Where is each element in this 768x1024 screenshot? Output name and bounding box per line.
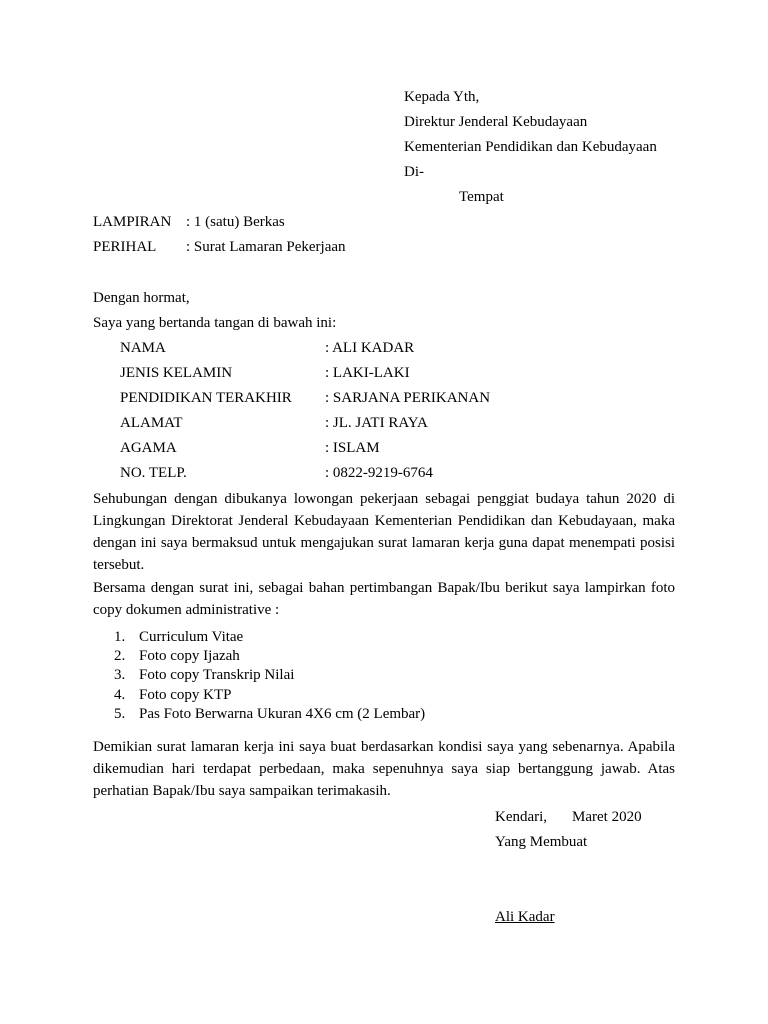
greeting: Dengan hormat, — [93, 290, 190, 306]
signature-place: Kendari, — [495, 809, 548, 825]
identity-label: ALAMAT — [120, 415, 183, 431]
list-text: Foto copy Transkrip Nilai — [139, 667, 295, 684]
list-number: 4. — [114, 686, 126, 703]
signature-role: Yang Membuat — [495, 834, 588, 850]
identity-label: AGAMA — [120, 440, 177, 456]
recipient-greeting: Kepada Yth, — [404, 89, 480, 105]
list-text: Pas Foto Berwarna Ukuran 4X6 cm (2 Lembar) — [139, 705, 426, 722]
closing-paragraph: Demikian surat lamaran kerja ini saya buat berdasarkan kondisi saya yang sebenarnya. Apabila dikemudian hari terdapat perbedaan, maka sepenuhnya saya siap bertanggung jawab. Atas perhatian Bapak/Ibu saya sampaikan terimakasih. — [93, 739, 675, 799]
body-paragraph-2: Bersama dengan surat ini, sebagai bahan pertimbangan Bapak/Ibu berikut saya lampirkan foto copy dokumen administrative : — [93, 580, 675, 618]
list-number: 5. — [114, 705, 126, 722]
identity-label: NO. TELP. — [120, 465, 187, 481]
perihal-value: : Surat Lamaran Pekerjaan — [186, 239, 346, 255]
list-item — [114, 647, 425, 666]
attachment-list — [114, 628, 425, 724]
list-item — [114, 705, 425, 724]
list-item — [114, 666, 425, 685]
list-item — [114, 686, 425, 705]
list-text: Foto copy KTP — [139, 686, 232, 703]
recipient-di: Di- — [404, 164, 424, 180]
identity-value: : LAKI-LAKI — [325, 365, 410, 381]
list-number: 2. — [114, 648, 126, 665]
list-text: Foto copy Ijazah — [139, 648, 240, 665]
identity-value: : ISLAM — [325, 440, 380, 456]
identity-value: : 0822-9219-6764 — [325, 465, 433, 481]
list-item — [114, 628, 425, 647]
identity-value: : SARJANA PERIKANAN — [325, 390, 491, 406]
lampiran-label: LAMPIRAN — [93, 214, 172, 230]
recipient-ministry: Kementerian Pendidikan dan Kebudayaan — [404, 139, 657, 155]
identity-label: NAMA — [120, 340, 166, 356]
recipient-place: Tempat — [459, 189, 504, 205]
recipient-title: Direktur Jenderal Kebudayaan — [404, 114, 588, 130]
signature-date: Maret 2020 — [572, 809, 642, 825]
identity-label: PENDIDIKAN TERAKHIR — [120, 390, 292, 406]
list-number: 3. — [114, 667, 126, 684]
signature-name: Ali Kadar — [495, 909, 555, 925]
perihal-label: PERIHAL — [93, 239, 157, 255]
identity-value: : JL. JATI RAYA — [325, 415, 428, 431]
lampiran-value: : 1 (satu) Berkas — [186, 214, 285, 230]
list-text: Curriculum Vitae — [139, 629, 244, 645]
list-number: 1. — [114, 629, 126, 645]
identity-label: JENIS KELAMIN — [120, 365, 233, 381]
intro-text: Saya yang bertanda tangan di bawah ini: — [93, 315, 337, 331]
identity-value: : ALI KADAR — [325, 340, 415, 356]
body-paragraph-1: Sehubungan dengan dibukanya lowongan pekerjaan sebagai penggiat budaya tahun 2020 di Lingkungan Direktorat Jenderal Kebudayaan Kementerian Pendidikan dan Kebudayaan, maka dengan ini saya bermaksud untuk mengajukan surat lamaran kerja guna dapat menempati posisi tersebut. — [93, 491, 675, 573]
